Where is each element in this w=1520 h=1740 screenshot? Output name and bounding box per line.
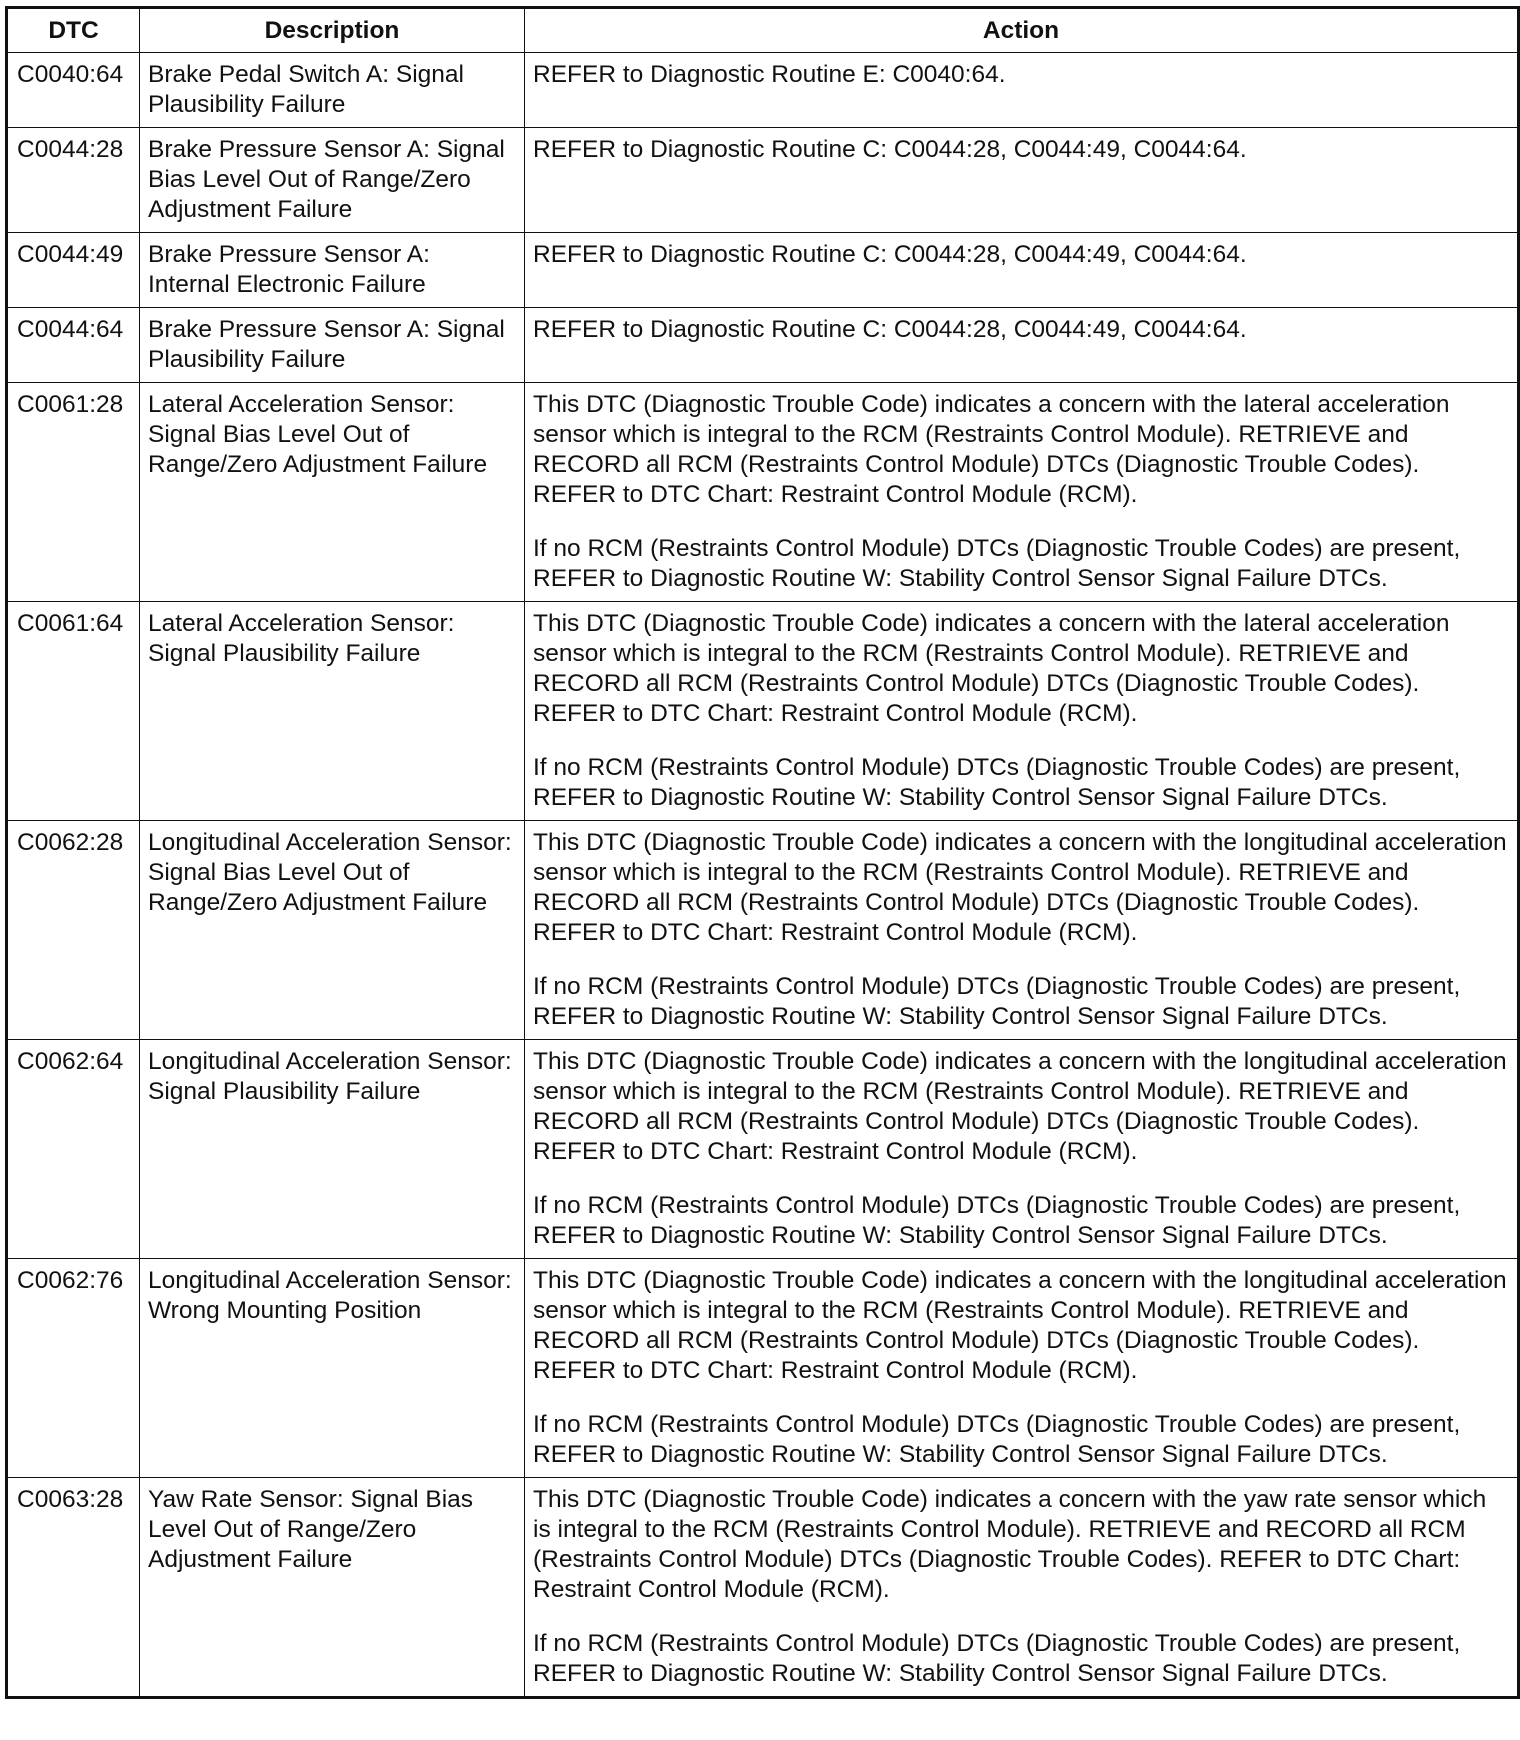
table-header bbox=[7, 8, 1519, 53]
header-description: Description bbox=[140, 8, 525, 53]
table-row bbox=[7, 53, 1519, 128]
dtc-action bbox=[525, 602, 1519, 821]
dtc-action bbox=[525, 821, 1519, 1040]
table-row bbox=[7, 1040, 1519, 1259]
dtc-description: Brake Pressure Sensor A: Signal Plausibility Failure bbox=[140, 308, 525, 383]
dtc-code: C0044:49 bbox=[7, 233, 140, 308]
action-paragraph: This DTC (Diagnostic Trouble Code) indicates a concern with the longitudinal acceleration sensor which is integral to the RCM (Restraints Control Module). RETRIEVE and RECORD all RCM (Restraints Control Module) DTCs (Diagnostic Trouble Codes). REFER to DTC Chart: Restraint Control Module (RCM). bbox=[533, 829, 1507, 946]
table-row bbox=[7, 233, 1519, 308]
header-row bbox=[7, 8, 1519, 53]
dtc-code: C0044:64 bbox=[7, 308, 140, 383]
action-paragraph: This DTC (Diagnostic Trouble Code) indicates a concern with the longitudinal acceleration sensor which is integral to the RCM (Restraints Control Module). RETRIEVE and RECORD all RCM (Restraints Control Module) DTCs (Diagnostic Trouble Codes). REFER to DTC Chart: Restraint Control Module (RCM). bbox=[533, 1267, 1507, 1384]
action-paragraph: REFER to Diagnostic Routine E: C0040:64. bbox=[533, 61, 1006, 88]
dtc-action bbox=[525, 1478, 1519, 1698]
dtc-code: C0061:64 bbox=[7, 602, 140, 821]
action-paragraph: REFER to Diagnostic Routine C: C0044:28, C0044:49, C0044:64. bbox=[533, 136, 1247, 163]
dtc-code: C0062:76 bbox=[7, 1259, 140, 1478]
action-paragraph: If no RCM (Restraints Control Module) DTCs (Diagnostic Trouble Codes) are present, REFER to Diagnostic Routine W: Stability Control Sensor Signal Failure DTCs. bbox=[533, 973, 1461, 1030]
action-paragraph: This DTC (Diagnostic Trouble Code) indicates a concern with the lateral acceleration sensor which is integral to the RCM (Restraints Control Module). RETRIEVE and RECORD all RCM (Restraints Control Module) DTCs (Diagnostic Trouble Codes). REFER to DTC Chart: Restraint Control Module (RCM). bbox=[533, 610, 1450, 727]
header-action: Action bbox=[525, 8, 1519, 53]
dtc-action bbox=[525, 233, 1519, 308]
dtc-table-container bbox=[5, 6, 1520, 1699]
dtc-action bbox=[525, 383, 1519, 602]
action-paragraph: REFER to Diagnostic Routine C: C0044:28, C0044:49, C0044:64. bbox=[533, 316, 1247, 343]
dtc-description: Lateral Acceleration Sensor: Signal Bias Level Out of Range/Zero Adjustment Failure bbox=[140, 383, 525, 602]
action-paragraph: If no RCM (Restraints Control Module) DTCs (Diagnostic Trouble Codes) are present, REFER to Diagnostic Routine W: Stability Control Sensor Signal Failure DTCs. bbox=[533, 1630, 1461, 1687]
dtc-action bbox=[525, 308, 1519, 383]
action-paragraph: This DTC (Diagnostic Trouble Code) indicates a concern with the longitudinal acceleration sensor which is integral to the RCM (Restraints Control Module). RETRIEVE and RECORD all RCM (Restraints Control Module) DTCs (Diagnostic Trouble Codes). REFER to DTC Chart: Restraint Control Module (RCM). bbox=[533, 1048, 1507, 1165]
dtc-code: C0062:64 bbox=[7, 1040, 140, 1259]
action-paragraph: If no RCM (Restraints Control Module) DTCs (Diagnostic Trouble Codes) are present, REFER to Diagnostic Routine W: Stability Control Sensor Signal Failure DTCs. bbox=[533, 754, 1461, 811]
table-row bbox=[7, 128, 1519, 233]
dtc-code: C0040:64 bbox=[7, 53, 140, 128]
table-row bbox=[7, 602, 1519, 821]
dtc-code: C0044:28 bbox=[7, 128, 140, 233]
action-paragraph: If no RCM (Restraints Control Module) DTCs (Diagnostic Trouble Codes) are present, REFER to Diagnostic Routine W: Stability Control Sensor Signal Failure DTCs. bbox=[533, 535, 1461, 592]
dtc-action bbox=[525, 1040, 1519, 1259]
dtc-description: Brake Pressure Sensor A: Internal Electronic Failure bbox=[140, 233, 525, 308]
dtc-table bbox=[5, 6, 1520, 1699]
action-paragraph: REFER to Diagnostic Routine C: C0044:28, C0044:49, C0044:64. bbox=[533, 241, 1247, 268]
table-row bbox=[7, 308, 1519, 383]
dtc-code: C0063:28 bbox=[7, 1478, 140, 1698]
dtc-code: C0061:28 bbox=[7, 383, 140, 602]
action-paragraph: If no RCM (Restraints Control Module) DTCs (Diagnostic Trouble Codes) are present, REFER to Diagnostic Routine W: Stability Control Sensor Signal Failure DTCs. bbox=[533, 1192, 1461, 1249]
dtc-code: C0062:28 bbox=[7, 821, 140, 1040]
table-row bbox=[7, 821, 1519, 1040]
dtc-description: Brake Pedal Switch A: Signal Plausibility Failure bbox=[140, 53, 525, 128]
table-body bbox=[7, 53, 1519, 1698]
table-row bbox=[7, 1478, 1519, 1698]
dtc-description: Lateral Acceleration Sensor: Signal Plausibility Failure bbox=[140, 602, 525, 821]
action-paragraph: This DTC (Diagnostic Trouble Code) indicates a concern with the lateral acceleration sensor which is integral to the RCM (Restraints Control Module). RETRIEVE and RECORD all RCM (Restraints Control Module) DTCs (Diagnostic Trouble Codes). REFER to DTC Chart: Restraint Control Module (RCM). bbox=[533, 391, 1450, 508]
dtc-description: Yaw Rate Sensor: Signal Bias Level Out of Range/Zero Adjustment Failure bbox=[140, 1478, 525, 1698]
dtc-description: Longitudinal Acceleration Sensor: Signal Plausibility Failure bbox=[140, 1040, 525, 1259]
action-paragraph: This DTC (Diagnostic Trouble Code) indicates a concern with the yaw rate sensor which is integral to the RCM (Restraints Control Module). RETRIEVE and RECORD all RCM (Restraints Control Module) DTCs (Diagnostic Trouble Codes). REFER to DTC Chart: Restraint Control Module (RCM). bbox=[533, 1486, 1487, 1603]
table-row bbox=[7, 1259, 1519, 1478]
dtc-action bbox=[525, 1259, 1519, 1478]
action-paragraph: If no RCM (Restraints Control Module) DTCs (Diagnostic Trouble Codes) are present, REFER to Diagnostic Routine W: Stability Control Sensor Signal Failure DTCs. bbox=[533, 1411, 1461, 1468]
dtc-description: Longitudinal Acceleration Sensor: Wrong Mounting Position bbox=[140, 1259, 525, 1478]
table-row bbox=[7, 383, 1519, 602]
header-dtc: DTC bbox=[7, 8, 140, 53]
dtc-description: Brake Pressure Sensor A: Signal Bias Level Out of Range/Zero Adjustment Failure bbox=[140, 128, 525, 233]
dtc-description: Longitudinal Acceleration Sensor: Signal Bias Level Out of Range/Zero Adjustment Failure bbox=[140, 821, 525, 1040]
dtc-action bbox=[525, 53, 1519, 128]
dtc-action bbox=[525, 128, 1519, 233]
